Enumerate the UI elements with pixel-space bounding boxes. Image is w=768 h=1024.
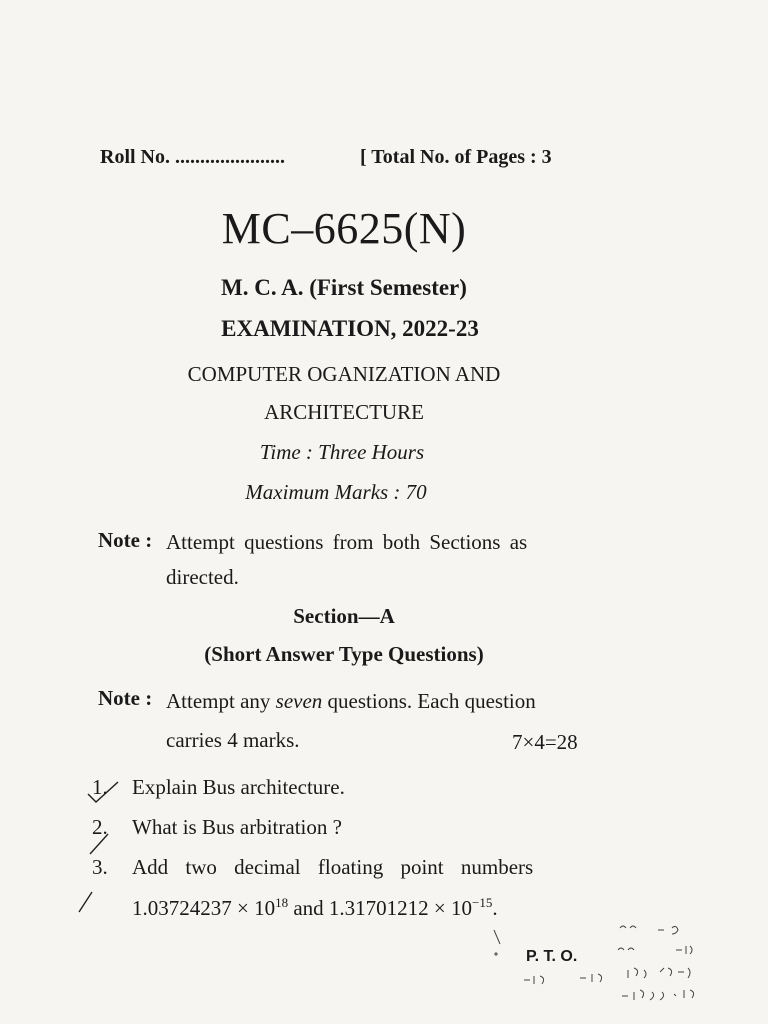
question-number: 3. (92, 855, 108, 879)
marks-formula: 7×4=28 (512, 730, 578, 754)
question-text: What is Bus arbitration ? (132, 815, 342, 839)
section-subtitle: (Short Answer Type Questions) (204, 642, 484, 666)
question-text: Add two decimal floating point numbers (132, 855, 534, 879)
course-title: M. C. A. (First Semester) (221, 275, 467, 300)
question-number: 2. (92, 815, 108, 839)
question-number: 1. (92, 775, 108, 799)
handwritten-tick-mark (76, 888, 98, 916)
paper-code: MC–6625(N) (221, 204, 467, 253)
subject-title-line2: ARCHITECTURE (264, 400, 424, 424)
maximum-marks: Maximum Marks : 70 (245, 480, 427, 504)
note2-label: Note : (98, 686, 153, 710)
handwritten-scribbles (488, 920, 718, 1010)
roll-number-field: Roll No. ...................... (100, 146, 285, 168)
subject-title-line1: COMPUTER OGANIZATION AND (187, 362, 501, 386)
note1-label: Note : (98, 528, 153, 552)
note1-line1: Attempt questions from both Sections as (166, 530, 528, 554)
handwritten-tick-mark (84, 778, 124, 808)
note2-line2: carries 4 marks. (166, 728, 300, 752)
examination-title: EXAMINATION, 2022-23 (221, 316, 479, 341)
question-text-line2: $1.03724237 \times 10^{18}$ and $1.31701212 \times 10^{-15}$. (132, 895, 498, 920)
handwritten-tick-mark (84, 820, 114, 860)
total-pages: [ Total No. of Pages : 3 (360, 146, 552, 168)
note2-line1: Attempt any seven questions. Each question (166, 689, 536, 713)
time-allowed: Time : Three Hours (259, 440, 425, 464)
please-turn-over: P. T. O. (526, 948, 578, 965)
question-text: Explain Bus architecture. (132, 775, 345, 799)
section-title: Section—A (293, 604, 395, 628)
note1-line2: directed. (166, 565, 239, 589)
